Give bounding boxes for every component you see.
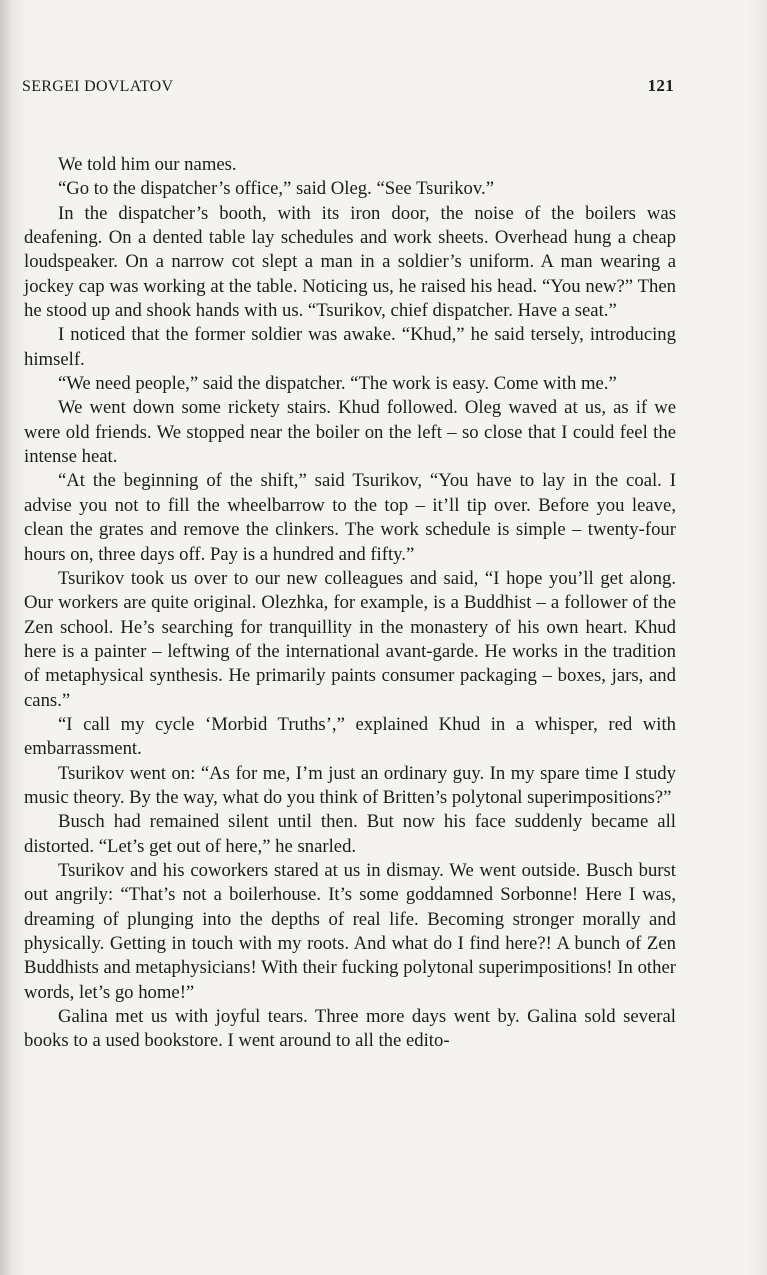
paragraph: We told him our names. <box>58 154 237 175</box>
paragraph: Tsurikov went on: “As for me, I’m just an ordinary guy. In my spare time I study music theory. By the way, what do you think of Britten’s polytonal superimpositions?” <box>24 762 676 808</box>
page-number: 121 <box>647 76 674 95</box>
paragraph: “I call my cycle ‘Morbid Truths’,” explained Khud in a whisper, red with embarrassment. <box>24 713 676 760</box>
paragraph: Tsurikov took us over to our new colleagues and said, “I hope you’ll get along. Our workers are quite original. Olezhka, for example, is a Buddhist – a follower of the Zen school. He’s searching for tranquillity in the monastery of his own heart. Khud here is a painter – leftwing of the international avant-garde. He works in the tradition of metaphysical synthesis. He primarily paints consumer packaging – boxes, jars, and cans.” <box>24 567 676 711</box>
paragraph: “At the beginning of the shift,” said Tsurikov, “You have to lay in the coal. I advise you not to fill the wheelbarrow to the top – it’ll tip over. Before you leave, clean the grates and remove the clinkers. The work schedule is simple – twenty-four hours on, three days off. Pay is a hundred and fifty.” <box>24 470 676 565</box>
paragraph: Tsurikov and his coworkers stared at us in dismay. We went outside. Busch burst out angrily: “That’s not a boilerhouse. It’s some goddamned Sorbonne! Here I was, dreaming of plunging into the depths of real life. Becoming stronger morally and physically. Getting in touch with my roots. And what do I find here?! A bunch of Zen Buddhists and metaphysicians! With their fucking polytonal superimpositions! In other words, let’s go home!” <box>24 859 676 1003</box>
running-head-author: SERGEI DOVLATOV <box>22 78 174 95</box>
paragraph: I noticed that the former soldier was awake. “Khud,” he said tersely, introducing himself. <box>24 324 676 370</box>
paragraph: “We need people,” said the dispatcher. “The work is easy. Come with me.” <box>58 373 617 395</box>
paragraph: Busch had remained silent until then. But now his face suddenly became all distorted. “Let’s get out of here,” he snarled. <box>24 811 676 857</box>
body-text <box>24 153 676 1054</box>
paragraph: “Go to the dispatcher’s office,” said Oleg. “See Tsurikov.” <box>58 178 494 200</box>
paragraph: We went down some rickety stairs. Khud followed. Oleg waved at us, as if we were old friends. We stopped near the boiler on the left – so close that I could feel the intense heat. <box>24 397 676 468</box>
paragraph: Galina met us with joyful tears. Three more days went by. Galina sold several books to a used bookstore. I went around to all the edito- <box>24 1006 676 1052</box>
paragraph: In the dispatcher’s booth, with its iron door, the noise of the boilers was deafening. On a dented table lay schedules and work sheets. Overhead hung a cheap loudspeaker. On a narrow cot slept a man in a soldier’s uniform. A man wearing a jockey cap was working at the table. Noticing us, he raised his head. “You new?” Then he stood up and shook hands with us. “Tsurikov, chief dispatcher. Have a seat.” <box>24 202 676 322</box>
running-head <box>22 76 674 100</box>
